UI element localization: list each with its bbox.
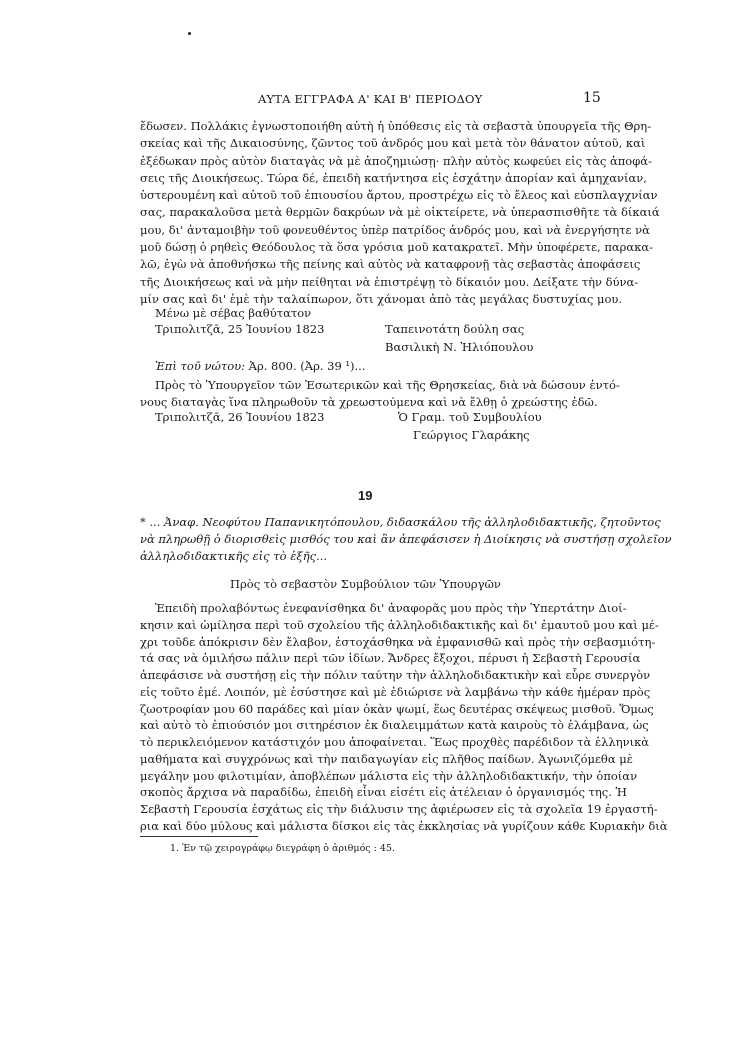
summary-line: * ... Ἀναφ. Νεοφύτου Παπανικητόπουλου, διδασκάλου τῆς ἀλληλοδιδακτικῆς, ζητοῦντος <box>140 515 661 529</box>
verso-label: Ἐπὶ τοῦ νώτου: <box>155 359 245 373</box>
text-line: ζωοτροφίαν μου 60 παράδες καὶ μίαν ὀκὰν ψωμί, ἕως δευτέρας σκέψεως μισθοῦ. Ὅμως <box>140 701 654 716</box>
doc19-summary <box>140 514 672 565</box>
signature-line-2: Βασιλικὴ Ν. Ἠλιόπουλου <box>385 340 534 354</box>
signature2-line-2: Γεώργιος Γλαράκης <box>413 428 530 442</box>
summary-line: νὰ πληρωθῇ ὁ διορισθεὶς μισθός του καὶ ἂν ἀπεφάσισεν ἡ Διοίκησις νὰ συστήσῃ σχολεῖον <box>140 532 672 546</box>
text-line: χρι τοῦδε ἀπόκρισιν δὲν ἔλαβον, ἐστοχάσθηκα νὰ ἐμφανισθῶ καὶ πρὸς τὴν σεβασμιότη- <box>140 634 656 649</box>
place-date: Τριπολιτζᾶ, 25 Ἰουνίου 1823 <box>155 322 325 336</box>
text-line: σκοπὸς ἄρχισα νὰ παραδίδω, ἐπειδὴ εἶναι εἰσέτι εἰς ἀτέλειαν ὁ ὀργανισμός της. Ἡ <box>140 785 627 800</box>
text-line: ἀπεφάσισε νὰ συστήσῃ εἰς τὴν πόλιν ταύτην τὴν ἀλληλοδιδακτικὴν καὶ εὗρε συνεργὸν <box>140 668 651 682</box>
text-line: μεγάλην μου φιλοτιμίαν, ἀποβλέπων μάλιστα εἰς τὴν ἀλληλοδιδακτικήν, τὴν ὁποίαν <box>140 768 638 783</box>
text-line: εἰς τοῦτο ἐμέ. Λοιπόν, μὲ ἐσύστησε καὶ μὲ ἐδιώρισε νὰ λαμβάνω τὴν κάθε ἡμέραν πρὸς <box>140 684 651 699</box>
text-line: μίν σας καὶ δι' ἐμὲ τὴν ταλαίπωρον, ὅτι χάνομαι ἀπὸ τὰς μεγάλας δυστυχίας μου. <box>140 291 623 306</box>
footnote: 1. Ἐν τῷ χειρογράφῳ διεγράφη ὁ ἀριθμός : 45. <box>170 843 395 854</box>
summary-line: ἀλληλοδιδακτικῆς εἰς τὸ ἑξῆς... <box>140 549 328 563</box>
text-line: ἐξέδωκαν πρὸς αὐτὸν διαταγὰς νὰ μὲ ἀποζημιώσῃ· πλὴν αὐτὸς κωφεύει εἰς τὰς ἀποφά- <box>140 153 652 168</box>
text-line: νους διαταγὰς ἵνα πληρωθοῦν τὰ χρεωστούμενα καὶ νὰ ἔλθῃ ὁ χρεώστης ἐδῶ. <box>140 395 598 410</box>
text-line: σεις τῆς Διοικήσεως. Τώρα δέ, ἐπειδὴ κατήντησα εἰς ἐσχάτην ἀπορίαν καὶ ἀμηχανίαν, <box>140 170 647 185</box>
text-line: λῶ, ἐγὼ νὰ ἀποθνήσκω τῆς πείνης καὶ αὐτὸς νὰ καταφρονῇ τὰς σεβαστὰς ἀποφάσεις <box>140 257 641 272</box>
verso-reference: Ἀρ. 800. (Ἀρ. 39 ¹)... <box>248 359 366 373</box>
footnote-rule <box>140 836 258 837</box>
signature2-line-1: Ὁ Γραμ. τοῦ Συμβουλίου <box>398 410 542 424</box>
verso-note <box>155 359 366 373</box>
closing-formula: Μένω μὲ σέβας βαθύτατον <box>155 306 312 320</box>
text-line: ὑστερουμένη καὶ αὐτοῦ τοῦ ἐπιουσίου ἄρτου, προστρέχω εἰς τὸ ἔλεος καὶ εὐσπλαγχνίαν <box>140 188 658 203</box>
doc18-minute <box>140 377 620 412</box>
text-line: σας, παρακαλοῦσα μετὰ θερμῶν δακρύων νὰ μὲ οἰκτείρετε, νὰ ὑπερασπισθῆτε τὰ δίκαιά <box>140 205 660 220</box>
text-line: κησιν καὶ ὡμίλησα περὶ τοῦ σχολείου τῆς ἀλληλοδιδακτικῆς καὶ δι' ἐμαυτοῦ μου καὶ μέ- <box>140 617 659 632</box>
text-line: Σεβαστὴ Γερουσία ἐσχάτως εἰς τὴν διάλυσιν της ἀφιέρωσεν εἰς τὰ σχολεῖα 19 ἐργαστή- <box>140 802 658 816</box>
doc18-body <box>140 118 660 308</box>
text-line: τὸ περικλειόμενον κατάστιχόν μου ἀποφαίνεται. Ἕως προχθὲς παρέδιδον τὰ ἑλληνικὰ <box>140 735 650 749</box>
doc19-body <box>140 600 668 835</box>
text-line: τῆς Διοικήσεως καὶ νὰ μὴν πείθηται νὰ ἐπιστρέψῃ τὸ δίκαιόν μου. Δείξατε τὴν δύνα- <box>140 274 639 289</box>
running-head: ΑΥΤΑ ΕΓΓΡΑΦΑ Α' ΚΑΙ Β' ΠΕΡΙΟΔΟΥ <box>258 92 483 106</box>
text-line: σκείας καὶ τῆς Δικαιοσύνης, ζῶντος τοῦ ἀνδρός μου καὶ μετὰ τὸν θάνατον αὐτοῦ, καὶ <box>140 136 646 151</box>
text-line: μαθήματα καὶ συγχρόνως καὶ τὴν παιδαγωγίαν εἰς πλῆθος παίδων. Ἀγωνιζόμεθα μὲ <box>140 751 633 766</box>
text-line: μου, δι' ἀνταμοιβὴν τοῦ φονευθέντος ὑπὲρ πατρίδος ἀνδρός μου, καὶ νὰ ἐνεργήσητε νὰ <box>140 222 650 237</box>
document-number: 19 <box>358 488 373 503</box>
text-line: Ἐπειδὴ προλαβόντως ἐνεφανίσθηκα δι' ἀναφορᾶς μου πρὸς τὴν Ὑπερτάτην Διοί- <box>155 601 627 615</box>
text-line: τά σας νὰ ὁμιλήσω πάλιν περὶ τῶν ἰδίων. Ἄνδρες ἔξοχοι, πέρυσι ἡ Σεβαστὴ Γερουσία <box>140 651 641 666</box>
text-line: καὶ αὐτὸ τὸ ἐπιούσιόν μοι σιτηρέσιον ἐκ διαλειμμάτων κατὰ καιροὺς τὸ ἐλάμβανα, ὡς <box>140 718 649 733</box>
text-line: μοῦ δώσῃ ὁ ρηθεὶς Θεόδουλος τὰ ὅσα γρόσια μοῦ κατακρατεῖ. Μὴν ὑποφέρετε, παρακα- <box>140 240 654 255</box>
page-number: 15 <box>583 90 601 106</box>
ink-speck <box>188 32 191 35</box>
place-date-2: Τριπολιτζᾶ, 26 Ἰουνίου 1823 <box>155 410 325 424</box>
signature-line-1: Ταπεινοτάτη δούλη σας <box>385 322 525 336</box>
text-line: ρια καὶ δύο μύλους καὶ μάλιστα δίσκοι εἰς τὰς ἐκκλησίας νὰ γυρίζουν κάθε Κυριακὴν διὰ <box>140 818 668 833</box>
text-line: ἔδωσεν. Πολλάκις ἐγνωστοποιήθη αὐτὴ ἡ ὑπόθεσις εἰς τὰ σεβαστὰ ὑπουργεῖα τῆς Θρη- <box>140 119 652 133</box>
addressee: Πρὸς τὸ σεβαστὸν Συμβούλιον τῶν Ὑπουργῶν <box>230 577 501 591</box>
text-line: Πρὸς τὸ Ὑπουργεῖον τῶν Ἐσωτερικῶν καὶ τῆς Θρησκείας, διὰ νὰ δώσουν ἐντό- <box>155 378 620 392</box>
